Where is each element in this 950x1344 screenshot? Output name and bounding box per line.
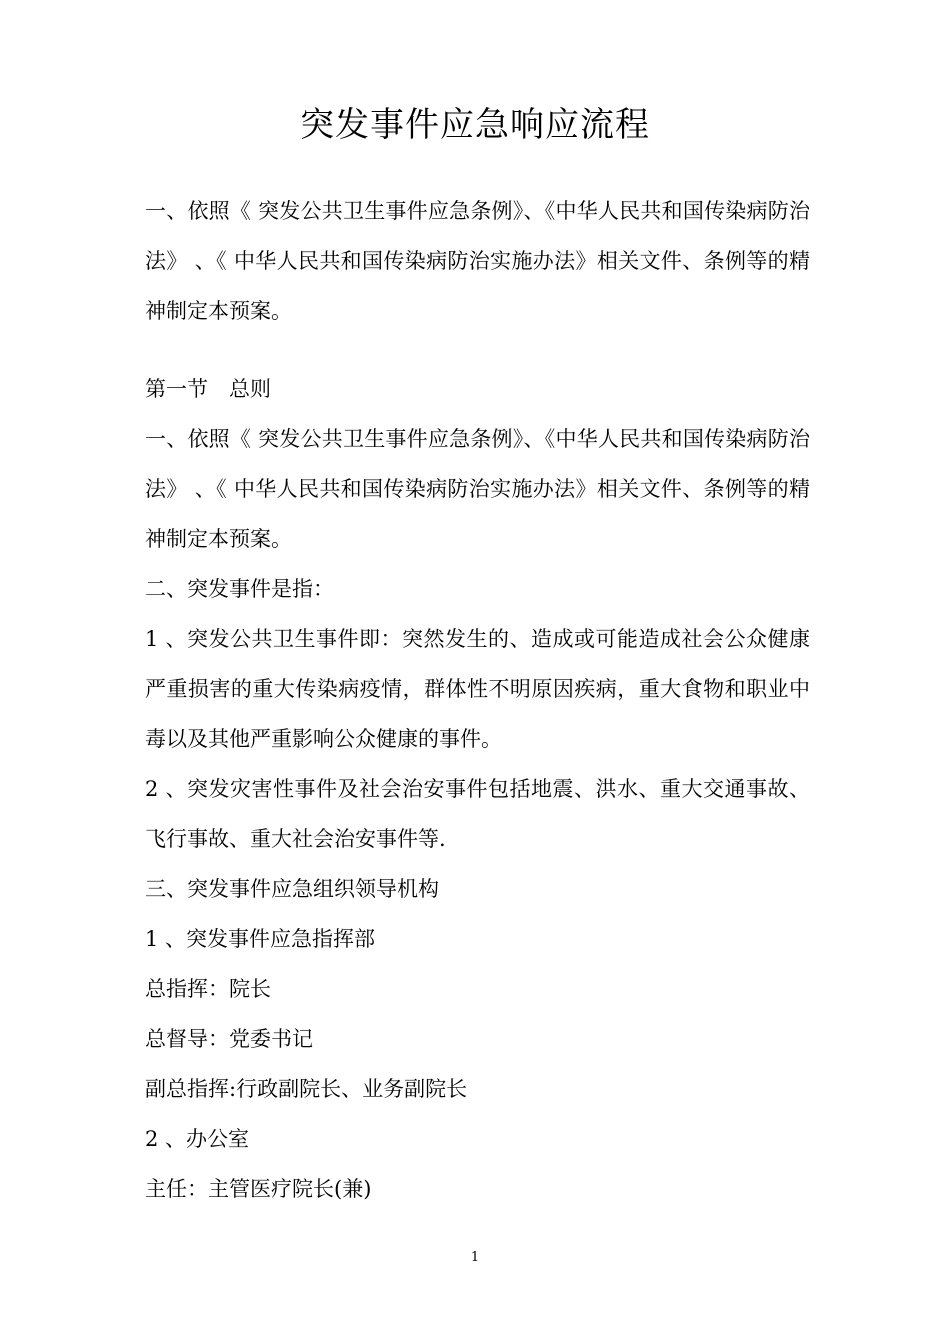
paragraph-organization-heading: 三、突发事件应急组织领导机构 xyxy=(145,877,439,901)
section-heading: 第一节 总则 xyxy=(145,377,271,401)
intro-paragraph: 一、依照《 突发公共卫生事件应急条例》、《中华人民共和国传染病防治法》 、《 中华人民共和国传染病防治实施办法》相关文件、条例等的精神制定本预案。 xyxy=(145,199,810,323)
page-title: 突发事件应急响应流程 xyxy=(300,105,650,145)
paragraph-supervisor: 总督导：党委书记 xyxy=(145,1027,313,1051)
paragraph-office-director: 主任：主管医疗院长(兼) xyxy=(145,1177,372,1201)
paragraph-commander: 总指挥：院长 xyxy=(145,977,271,1001)
page-number: 1 xyxy=(470,1250,480,1265)
document-body xyxy=(145,186,810,1214)
paragraph-definition-heading: 二、突发事件是指： xyxy=(145,577,334,601)
paragraph-deputy-commander: 副总指挥:行政副院长、业务副院长 xyxy=(145,1077,468,1101)
paragraph-gap xyxy=(145,336,810,364)
paragraph-command-center: 1 、突发事件应急指挥部 xyxy=(145,927,376,951)
paragraph-public-health-event: 1 、突发公共卫生事件即：突然发生的、造成或可能造成社会公众健康严重损害的重大传染病疫情，群体性不明原因疾病，重大食物和职业中毒以及其他严重影响公众健康的事件。 xyxy=(145,627,810,751)
paragraph-office-heading: 2 、办公室 xyxy=(145,1127,250,1151)
paragraph-basis: 一、依照《 突发公共卫生事件应急条例》、《中华人民共和国传染病防治法》 、《 中华人民共和国传染病防治实施办法》相关文件、条例等的精神制定本预案。 xyxy=(145,427,810,551)
paragraph-disaster-event: 2 、突发灾害性事件及社会治安事件包括地震、洪水、重大交通事故、飞行事故、重大社会治安事件等. xyxy=(145,777,810,851)
